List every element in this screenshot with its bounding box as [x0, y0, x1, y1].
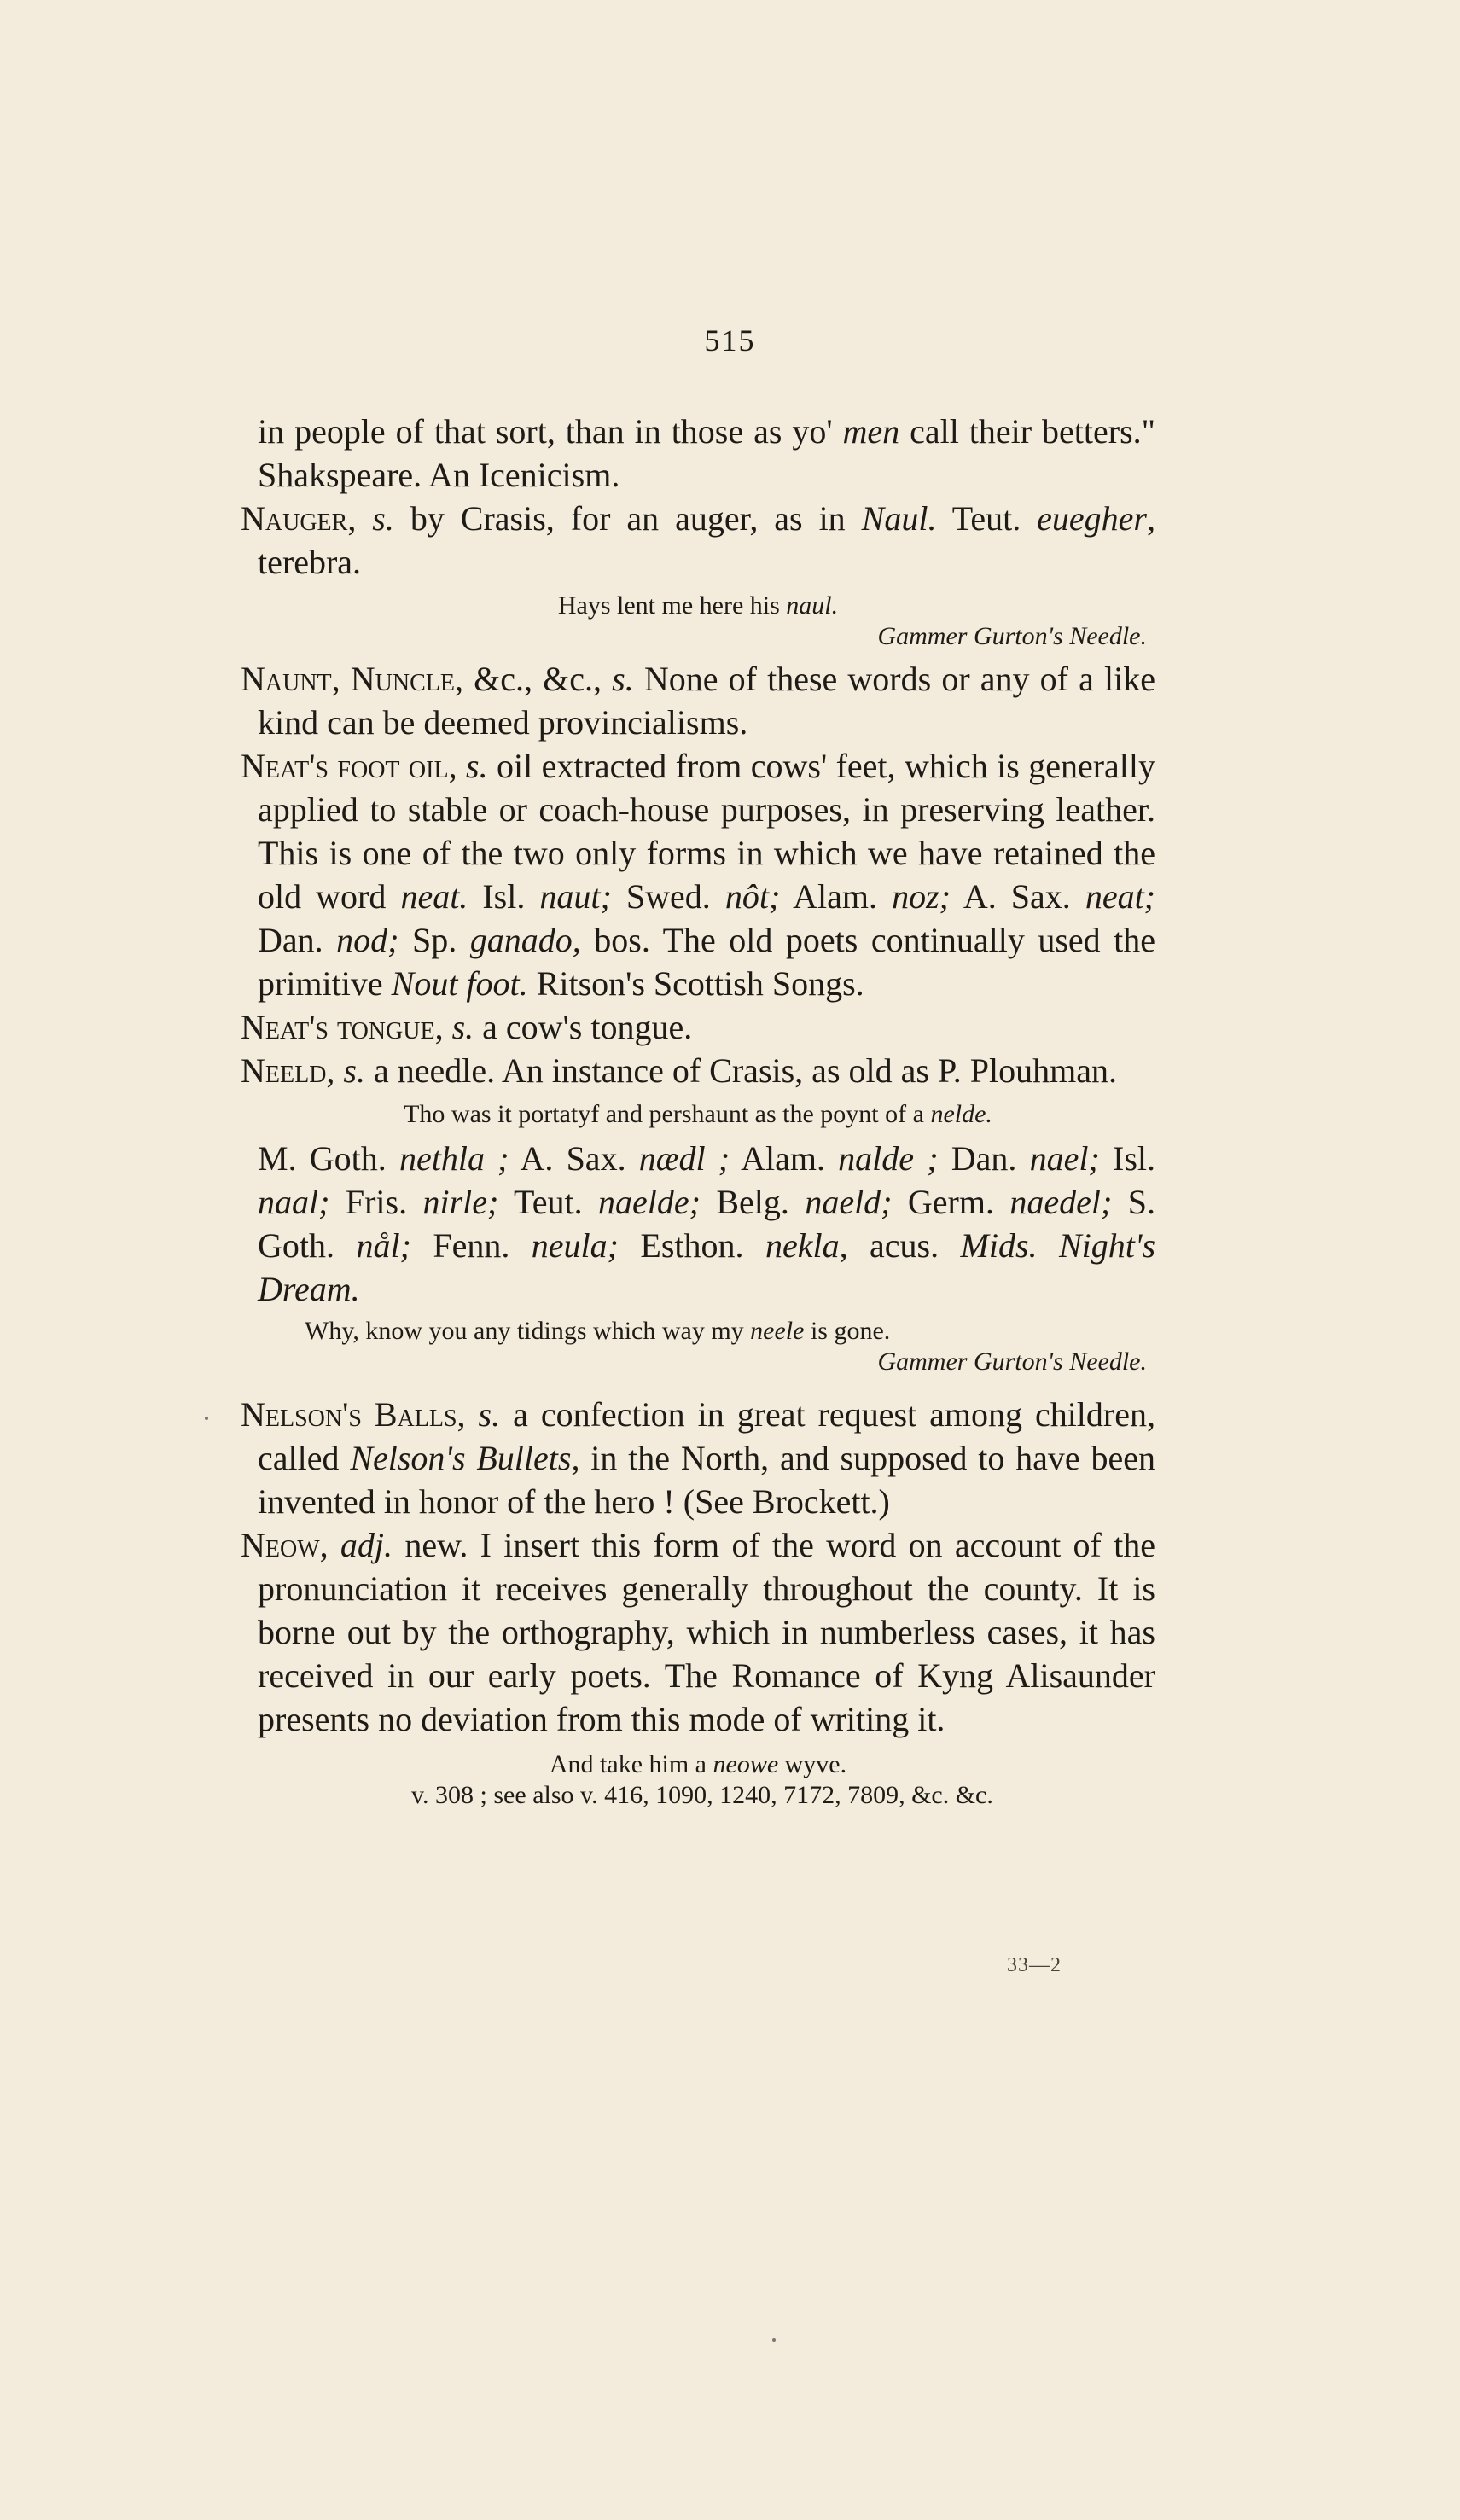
source-title: Gammer Gurton's Needle.	[877, 622, 1147, 650]
text-run: Hays lent me here his	[557, 591, 787, 620]
quotation-line	[241, 591, 1155, 621]
text-run: a needle. An instance of Crasis, as old as P. Plouhman.	[365, 1051, 1117, 1090]
text-run: Isl.	[468, 877, 540, 916]
text-run: Fenn.	[410, 1226, 532, 1265]
italic-run: Nout foot.	[391, 964, 528, 1003]
italic-run: naedel;	[1009, 1183, 1113, 1221]
text-run: in people of that sort, than in those as yo'	[258, 412, 843, 451]
quotation-source	[241, 1347, 1155, 1377]
text-run: M. Goth.	[258, 1139, 399, 1178]
text-run: A. Sax.	[950, 877, 1085, 916]
entry-neow	[241, 1523, 1155, 1741]
text-run: v. 308 ; see also v. 416, 1090, 1240, 7172, 7809, &c. &c.	[411, 1781, 993, 1809]
italic-run: nôt;	[724, 877, 781, 916]
text-run: new. I insert this form of the word on account of the pronunciation it receives generally throughout the county. It is borne out by the orthography, which in numberless cases, it has received in our early poets. The Romance of Kyng Alisaunder presents no deviation from this mode of writing it.	[258, 1526, 1156, 1738]
italic-run: noz;	[892, 877, 951, 916]
part-of-speech: s.	[372, 499, 394, 538]
text-run: A. Sax.	[509, 1139, 639, 1178]
text-run: Dan.	[938, 1139, 1030, 1178]
text-run: oil extracted from cows' feet, which is generally applied to stable or coach-house purposes, in preserving leather. This is one of the two only forms in which we have retained the old word	[258, 747, 1156, 916]
text-run: is gone.	[804, 1317, 891, 1345]
italic-run: naal;	[258, 1183, 330, 1221]
headword: Naunt, Nuncle,	[241, 660, 463, 698]
text-run: None of these words or any of a like kind can be deemed provincialisms.	[258, 660, 1155, 742]
italic-run: nod;	[336, 921, 399, 959]
text-run: wyve.	[778, 1750, 847, 1778]
text-run: bos. The old poets continually used the primitive	[258, 921, 1156, 1003]
quotation-source	[241, 621, 1155, 652]
italic-run: nael;	[1029, 1139, 1100, 1178]
part-of-speech: adj.	[340, 1526, 393, 1564]
text-run: acus.	[847, 1226, 961, 1265]
italic-run: neowe	[713, 1750, 779, 1778]
italic-run: nirle;	[422, 1183, 499, 1221]
part-of-speech: s.	[612, 660, 634, 698]
headword: Neow,	[241, 1526, 329, 1564]
page-number: 515	[704, 323, 756, 358]
italic-run: neat.	[400, 877, 468, 916]
italic-run: neat;	[1085, 877, 1155, 916]
italic-run: neele	[750, 1317, 805, 1345]
headword: Neeld,	[241, 1051, 335, 1090]
italic-run: neula;	[531, 1226, 619, 1265]
italic-run: naeld;	[805, 1183, 893, 1221]
text-run: And take him a	[549, 1750, 713, 1778]
text-run: Esthon.	[618, 1226, 765, 1265]
text-run: Alam.	[730, 1139, 839, 1178]
italic-run: naut;	[539, 877, 612, 916]
text-run: in the North, and supposed to have been invented in honor of the hero ! (See Brockett.)	[258, 1439, 1155, 1521]
part-of-speech: s.	[343, 1051, 365, 1090]
part-of-speech: s.	[451, 1008, 474, 1046]
italic-run: men	[842, 412, 900, 451]
entry-neats-tongue	[241, 1005, 1155, 1049]
text-run: Sp.	[398, 921, 470, 959]
headword: Nelson's Balls,	[241, 1395, 466, 1434]
italic-run: naul.	[786, 591, 839, 620]
italic-run: nål;	[356, 1226, 411, 1265]
text-run: call their betters." Shakspeare. An Icenicism.	[258, 412, 1155, 494]
entry-neats-foot-oil	[241, 744, 1155, 1005]
signature-mark: 33—2	[1007, 1954, 1062, 1976]
text-run: Isl.	[1099, 1139, 1155, 1178]
text-run: Swed.	[611, 877, 725, 916]
text-run: Ritson's Scottish Songs.	[527, 964, 864, 1003]
stray-mark	[205, 1417, 208, 1420]
stray-mark	[772, 2338, 776, 2342]
quotation-reference	[241, 1780, 1155, 1811]
italic-run: nalde ;	[838, 1139, 939, 1178]
continuation-paragraph	[241, 410, 1155, 497]
text-run: Why, know you any tidings which way my	[305, 1317, 751, 1345]
text-run: Tho was it portatyf and pershaunt as the poynt of a	[404, 1100, 931, 1128]
italic-run: nekla,	[765, 1226, 848, 1265]
page-body	[241, 410, 1155, 1811]
text-run: Dan.	[258, 921, 337, 959]
entry-naunt	[241, 657, 1155, 744]
quotation-line	[241, 1099, 1155, 1130]
text-run: a confection in great request among children, called	[258, 1395, 1155, 1477]
italic-run: naelde;	[597, 1183, 701, 1221]
text-run: Germ.	[892, 1183, 1010, 1221]
text-run: Fris.	[329, 1183, 423, 1221]
entry-nelsons-balls	[241, 1393, 1155, 1523]
italic-run: Nelson's Bullets,	[350, 1439, 580, 1477]
italic-run: Mids. Night's Dream.	[258, 1226, 1156, 1308]
italic-run: nædl ;	[638, 1139, 730, 1178]
entry-neeld	[241, 1049, 1155, 1092]
text-run: , terebra.	[258, 499, 1155, 581]
part-of-speech: s.	[466, 747, 488, 785]
text-run: Belg.	[700, 1183, 806, 1221]
part-of-speech: s.	[478, 1395, 501, 1434]
italic-run: ganado,	[469, 921, 581, 959]
italic-run: Naul.	[861, 499, 937, 538]
quotation-line	[241, 1749, 1155, 1780]
italic-run: nelde.	[930, 1100, 992, 1128]
text-run: Alam.	[780, 877, 893, 916]
text-run: a cow's tongue.	[474, 1008, 693, 1046]
text-run: S. Goth.	[258, 1183, 1155, 1265]
text-run: Teut.	[936, 499, 1038, 538]
headword: Neat's tongue,	[241, 1008, 444, 1046]
text-run: by Crasis, for an auger, as in	[393, 499, 862, 538]
text-run: &c., &c.,	[463, 660, 613, 698]
italic-run: nethla ;	[398, 1139, 509, 1178]
headword: Nauger	[241, 499, 348, 538]
quotation-line	[241, 1316, 1155, 1347]
text-run: Teut.	[498, 1183, 598, 1221]
source-title: Gammer Gurton's Needle.	[877, 1347, 1147, 1376]
headword: Neat's foot oil,	[241, 747, 457, 785]
italic-run: euegher	[1037, 499, 1147, 538]
entry-nauger: Nauger, s. by Crasis, for an auger, as in Naul. Teut. euegher, terebra.	[241, 499, 1155, 581]
etymology-paragraph	[241, 1137, 1155, 1311]
